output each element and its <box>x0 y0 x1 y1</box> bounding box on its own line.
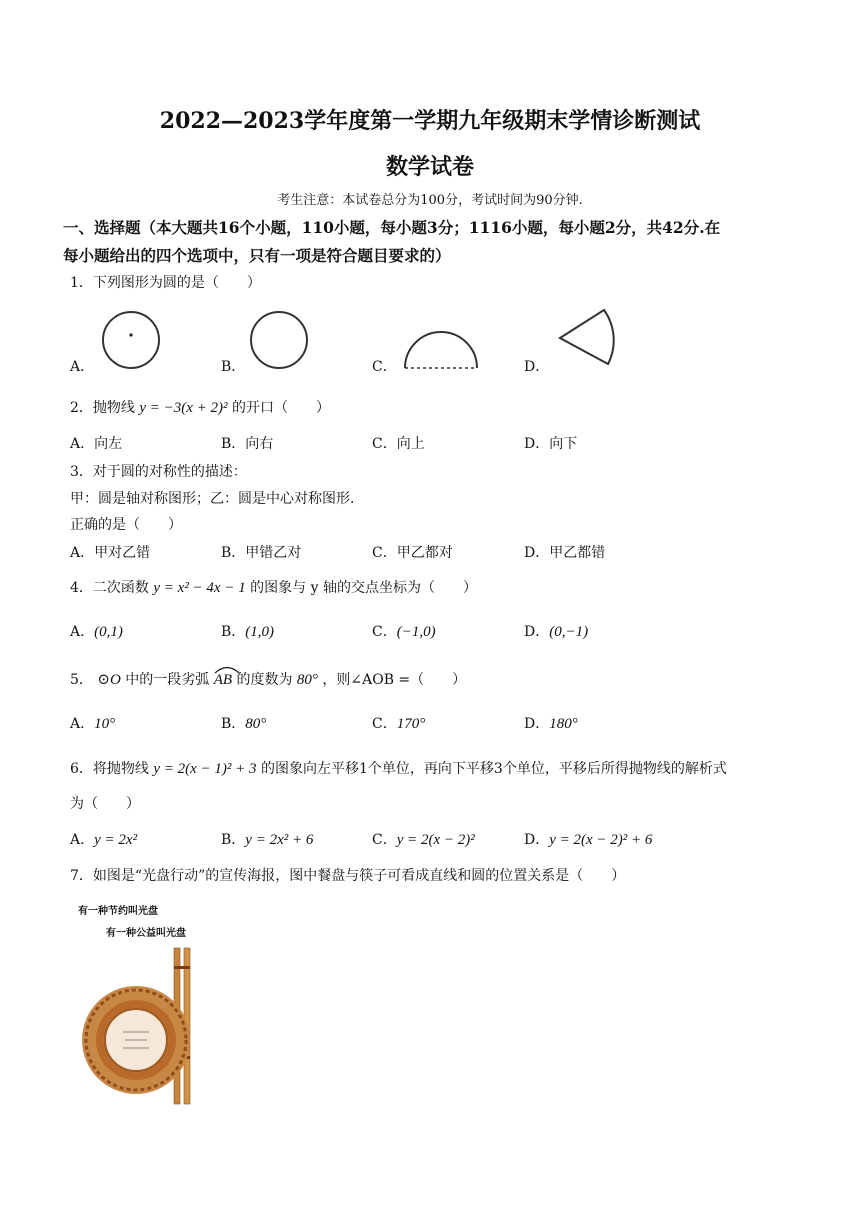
q5-option-c <box>372 713 425 733</box>
exam-subtitle: 数学试卷 <box>385 154 474 180</box>
q4-option-c <box>372 621 436 641</box>
q6-number: 6．将抛物线 <box>70 761 149 777</box>
q6-option-c <box>372 829 475 849</box>
question-6-stem <box>70 758 727 778</box>
poster-slogan-1: 有一种节约叫光盘 <box>78 906 158 917</box>
q5-arc-label: AB <box>213 672 233 688</box>
q5-tail: ，则∠AOB =（ ） <box>322 672 467 688</box>
q6-option-a <box>70 829 137 849</box>
question-3-stem: 3．对于圆的对称性的描述： <box>70 464 247 480</box>
q6-option-d-label: D． <box>524 832 550 848</box>
q2-option-c: C．向上 <box>372 436 425 452</box>
question-1-stem: 1．下列图形为圆的是（ ） <box>70 275 261 291</box>
arc-symbol-icon <box>214 664 240 674</box>
q3-option-c: C．甲乙都对 <box>372 545 453 561</box>
q5-option-c-label: C． <box>372 716 397 732</box>
q3-option-b: B．甲错乙对 <box>221 545 302 561</box>
q4-option-c-value: (−1,0) <box>396 624 436 640</box>
q6-option-d <box>524 829 652 849</box>
q1-option-a-label: A． <box>70 359 95 375</box>
q6-option-d-value: y = 2(x − 2)² + 6 <box>549 832 653 848</box>
section-heading-line2: 每小题给出的四个选项中，只有一项是符合题目要求的） <box>63 246 451 265</box>
q6-option-b-label: B． <box>221 832 246 848</box>
q5-option-b <box>221 713 266 733</box>
question-3-line2: 甲：圆是轴对称图形；乙：圆是中心对称图形. <box>70 491 355 507</box>
question-5-stem <box>70 669 466 689</box>
q6-option-c-label: C． <box>372 832 397 848</box>
q5-number: 5． <box>70 672 93 688</box>
q5-arc <box>214 672 232 689</box>
q1-option-b-label: B． <box>221 359 246 375</box>
poster-slogan-2: 有一种公益叫光盘 <box>106 928 186 939</box>
q4-option-d-label: D． <box>524 624 550 640</box>
q6-option-c-value: y = 2(x − 2)² <box>396 832 475 848</box>
q4-option-b-value: (1,0) <box>245 624 275 640</box>
q5-option-a <box>70 713 115 733</box>
q1-figure-b-circle <box>250 312 310 372</box>
question-6-line2: 为（ ） <box>70 796 140 812</box>
q2-option-a: A．向左 <box>70 436 123 452</box>
q5-mid: 中的一段劣弧 <box>125 672 210 688</box>
q1-figure-a-circle-with-center <box>102 312 162 372</box>
q4-option-b <box>221 621 274 641</box>
q4-option-d-value: (0,−1) <box>549 624 589 640</box>
q1-option-c-label: C． <box>372 359 397 375</box>
q5-option-d-value: 180° <box>549 716 578 732</box>
q1-option-d-label: D． <box>524 359 550 375</box>
question-4-stem <box>70 577 477 597</box>
q5-option-b-value: 80° <box>245 716 267 732</box>
q6-formula: y = 2(x − 1)² + 3 <box>153 761 257 777</box>
q2-option-b: B．向右 <box>221 436 274 452</box>
plate-and-chopsticks-icon <box>78 936 228 1106</box>
q2-formula: y = −3(x + 2)² <box>139 400 228 416</box>
q4-option-b-label: B． <box>221 624 246 640</box>
q6-option-a-value: y = 2x² <box>94 832 138 848</box>
section-heading-line1: 一、选择题（本大题共16个小题，110小题，每小题3分；1116小题，每小题2分，共42分.在 <box>63 218 721 237</box>
question-3-line3: 正确的是（ ） <box>70 517 182 533</box>
q4-option-a-label: A． <box>70 624 95 640</box>
q5-option-a-value: 10° <box>94 716 116 732</box>
q5-circle: ⊙O <box>97 672 121 688</box>
q2-number: 2．抛物线 <box>70 400 135 416</box>
q1-figure-c-semicircle <box>403 326 479 372</box>
q6-tail: 的图象向左平移1个单位，再向下平移3个单位，平移后所得抛物线的解析式 <box>261 761 727 777</box>
q2-option-d: D．向下 <box>524 436 578 452</box>
question-2-stem <box>70 397 330 417</box>
q2-tail: 的开口（ ） <box>232 400 330 416</box>
q5-option-d <box>524 713 578 733</box>
q4-formula: y = x² − 4x − 1 <box>153 580 246 596</box>
q5-degree: 80° <box>296 672 318 688</box>
q5-option-a-label: A． <box>70 716 95 732</box>
q5-option-c-value: 170° <box>396 716 426 732</box>
q3-option-a: A．甲对乙错 <box>70 545 151 561</box>
q4-tail: 的图象与 y 轴的交点坐标为（ ） <box>250 580 477 596</box>
q6-option-a-label: A． <box>70 832 95 848</box>
q5-option-b-label: B． <box>221 716 246 732</box>
q6-option-b-value: y = 2x² + 6 <box>245 832 314 848</box>
exam-title: 2022—2023学年度第一学期九年级期末学情诊断测试 <box>159 108 701 134</box>
q5-option-d-label: D． <box>524 716 550 732</box>
q4-option-c-label: C． <box>372 624 397 640</box>
q5-mid2: 的度数为 <box>236 672 293 688</box>
q4-option-a-value: (0,1) <box>94 624 123 640</box>
question-7-stem: 7．如图是“光盘行动”的宣传海报，图中餐盘与筷子可看成直线和圆的位置关系是（ ） <box>70 868 626 884</box>
q1-figure-d-sector <box>558 308 614 368</box>
exam-note: 考生注意：本试卷总分为100分，考试时间为90分钟. <box>277 193 583 208</box>
q4-option-a <box>70 621 123 641</box>
q4-option-d <box>524 621 588 641</box>
q4-number: 4．二次函数 <box>70 580 149 596</box>
q7-poster-image <box>78 896 228 1106</box>
q6-option-b <box>221 829 313 849</box>
q3-option-d: D．甲乙都错 <box>524 545 606 561</box>
